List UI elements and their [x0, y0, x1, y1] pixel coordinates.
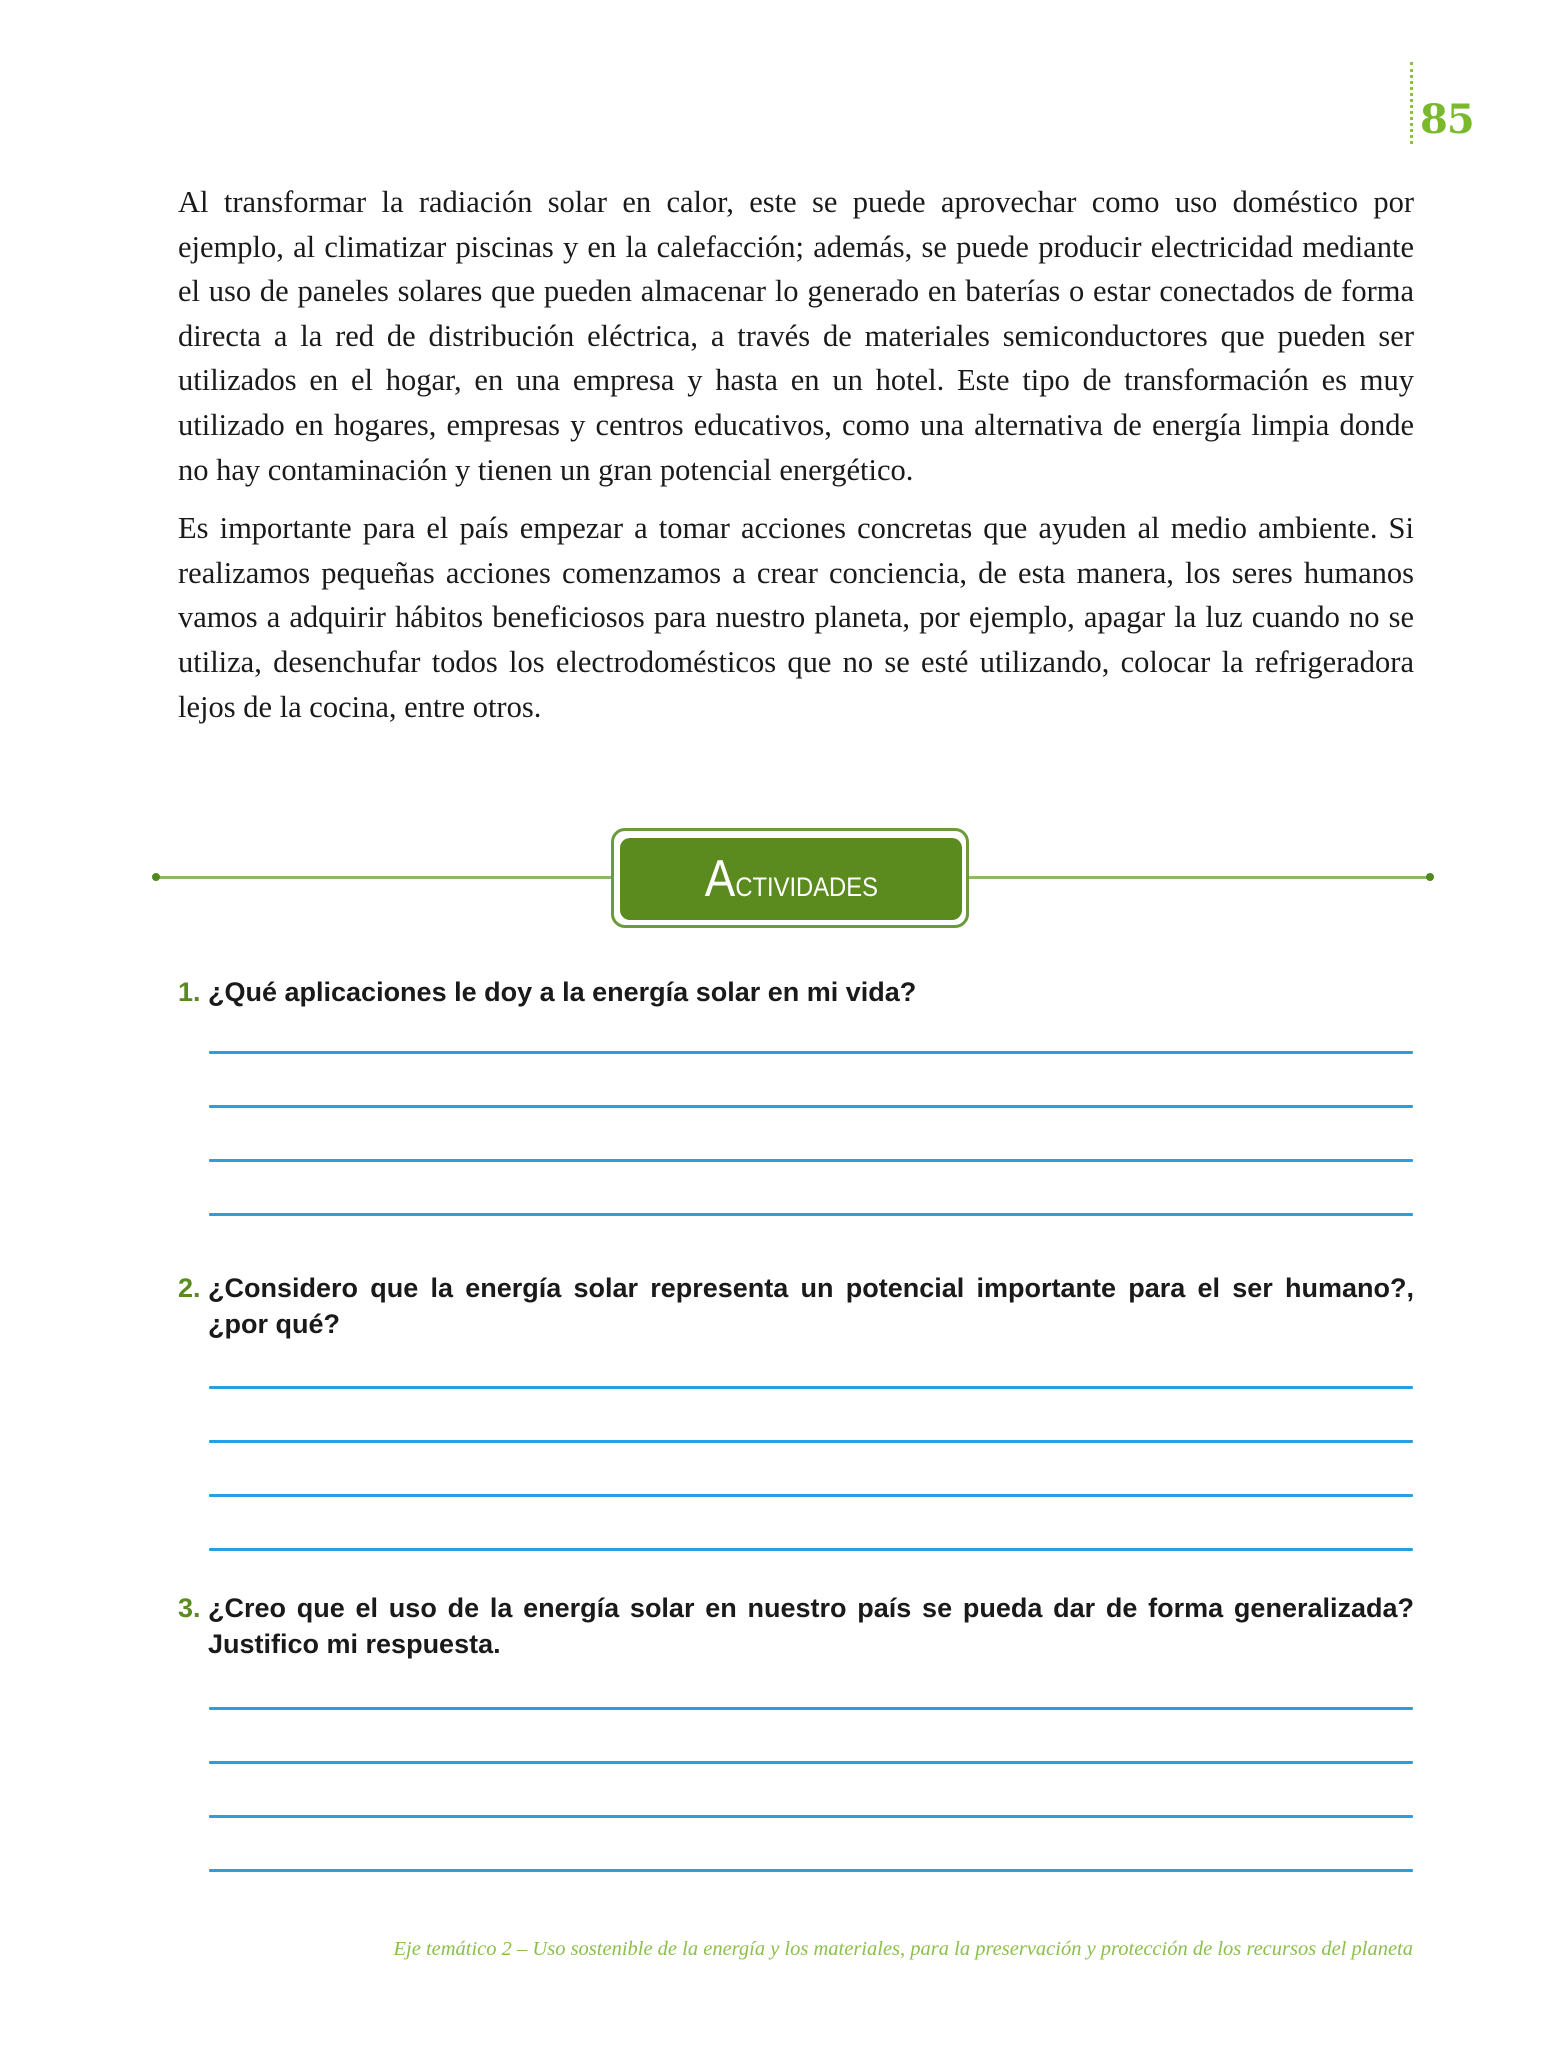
answer-line[interactable] [209, 1494, 1413, 1497]
body-paragraph-2: Es importante para el país empezar a tomar acciones concretas que ayuden al medio ambiente. Si realizamos pequeñas acciones comenzamos a crear conciencia, de esta manera, los seres humanos vamos a adquirir hábitos beneficiosos para nuestro planeta, por ejemplo, apagar la luz cuando no se utiliza, desenchufar todos los electrodomésticos que no se esté utilizando, colocar la refrigeradora lejos de la cocina, entre otros. [178, 511, 1414, 724]
page-number: 85 [1420, 96, 1474, 143]
answer-line[interactable] [209, 1869, 1413, 1872]
answer-line[interactable] [209, 1440, 1413, 1443]
answer-line[interactable] [209, 1815, 1413, 1818]
divider-dot-left [152, 873, 160, 881]
question-3 [178, 1590, 1414, 1659]
answer-line[interactable] [209, 1105, 1413, 1108]
question-text: ¿Creo que el uso de la energía solar en nuestro país se pueda dar de forma generalizada? Justifico mi respuesta. [208, 1593, 1414, 1659]
question-text: ¿Considero que la energía solar representa un potencial importante para el ser humano?, ¿por qué? [208, 1273, 1414, 1339]
answer-line[interactable] [209, 1386, 1413, 1389]
question-1 [178, 974, 1414, 1010]
footer-running-title: Eje temático 2 – Uso sostenible de la energía y los materiales, para la preservación y protección de los recursos del planeta [393, 1938, 1413, 1960]
body-paragraph-1: Al transformar la radiación solar en calor, este se puede aprovechar como uso doméstico por ejemplo, al climatizar piscinas y en la calefacción; además, se puede producir electricidad mediante el uso de paneles solares que pueden almacenar lo generado en baterías o estar conectados de forma directa a la red de distribución eléctrica, a través de materiales semiconductores que pueden ser utilizados en el hogar, en una empresa y hasta en un hotel. Este tipo de transformación es muy utilizado en hogares, empresas y centros educativos, como una alternativa de energía limpia donde no hay contaminación y tienen un gran potencial energético. [178, 185, 1414, 487]
divider-dot-right [1426, 873, 1434, 881]
activities-banner [620, 838, 962, 920]
answer-line[interactable] [209, 1707, 1413, 1710]
activities-title-rest: ctividades [734, 863, 878, 905]
activities-title [704, 850, 878, 908]
question-number: 3. [178, 1593, 201, 1623]
question-number: 1. [178, 977, 201, 1007]
activities-title-initial: A [704, 850, 735, 908]
answer-line[interactable] [209, 1051, 1413, 1054]
question-text: ¿Qué aplicaciones le doy a la energía solar en mi vida? [208, 977, 917, 1007]
body-text [178, 180, 1414, 743]
answer-line[interactable] [209, 1548, 1413, 1551]
answer-line[interactable] [209, 1213, 1413, 1216]
question-number: 2. [178, 1273, 201, 1303]
question-2 [178, 1270, 1414, 1339]
answer-line[interactable] [209, 1159, 1413, 1162]
answer-line[interactable] [209, 1761, 1413, 1764]
page-number-dotted-rule [1410, 62, 1413, 144]
